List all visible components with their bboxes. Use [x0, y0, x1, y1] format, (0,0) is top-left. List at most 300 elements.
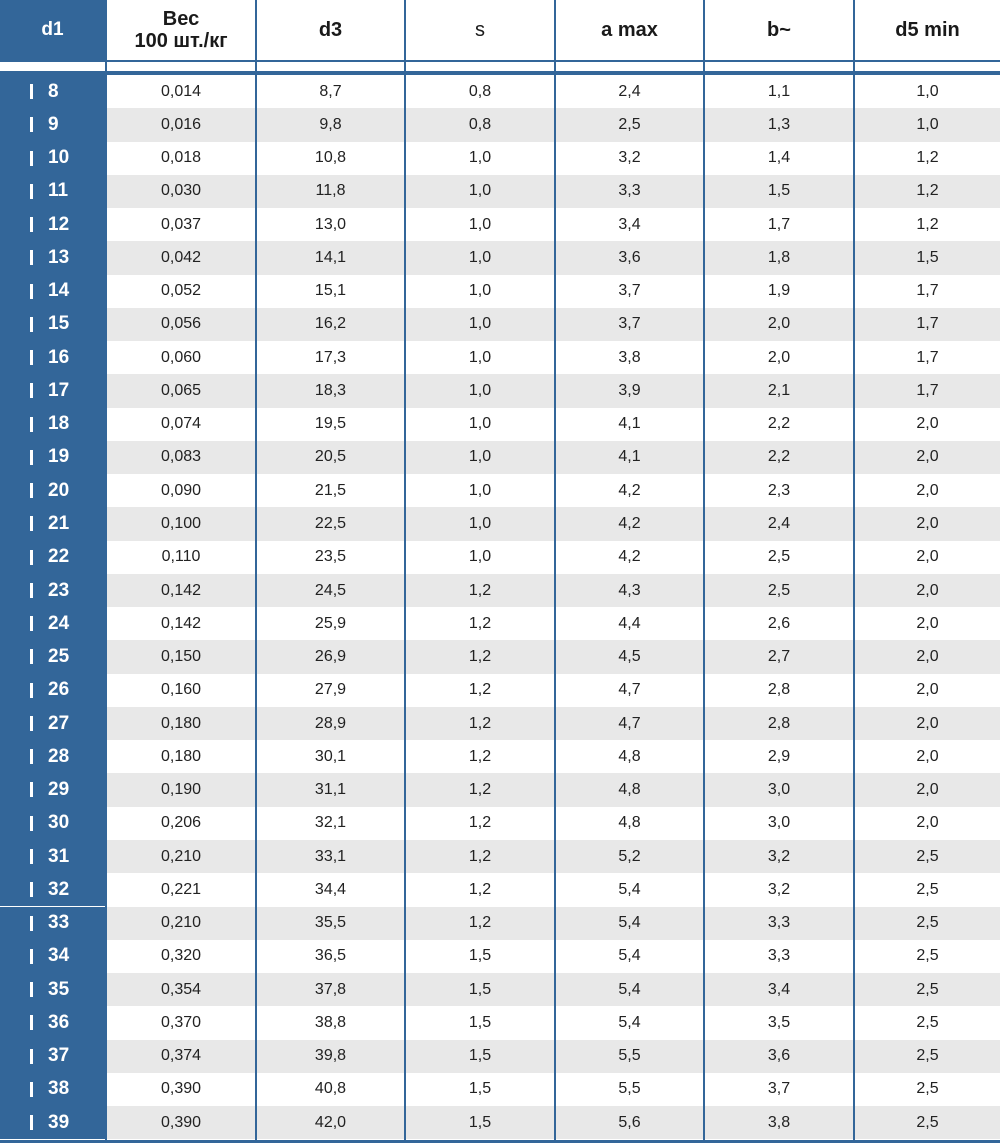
cell-d5-min: 1,7 [916, 381, 939, 399]
cell-d5-min: 2,0 [916, 581, 939, 599]
cell-d1 [0, 541, 105, 574]
cell-b: 3,0 [767, 781, 791, 799]
cell-b: 1,1 [767, 82, 791, 100]
table-row [0, 75, 1000, 108]
cell-weight: 0,110 [161, 548, 201, 566]
cell-b: 3,5 [767, 1013, 791, 1031]
cell-a-max: 4,7 [618, 681, 641, 699]
row-marker [30, 1082, 33, 1097]
cell-b: 3,3 [767, 914, 791, 932]
cell-d1-value: 31 [48, 845, 70, 867]
row-marker [30, 982, 33, 997]
row-marker [30, 184, 33, 199]
cell-d3: 36,5 [314, 947, 347, 965]
row-marker [30, 483, 33, 498]
table-row [0, 807, 1000, 840]
header-gap [0, 62, 1000, 71]
row-marker [30, 583, 33, 598]
cell-d1-value: 14 [48, 280, 70, 302]
cell-s: 1,0 [468, 548, 492, 566]
cell-d3: 30,1 [314, 747, 347, 765]
cell-weight: 0,221 [160, 880, 202, 898]
row-marker [30, 916, 33, 931]
cell-d5-min: 1,5 [916, 248, 939, 266]
row-marker [30, 949, 33, 964]
cell-s: 1,0 [468, 415, 492, 433]
cell-d5-min: 1,2 [916, 182, 939, 200]
cell-s: 1,0 [468, 515, 492, 532]
table-row [0, 1006, 1000, 1039]
cell-d1-value: 38 [48, 1078, 70, 1100]
cell-a-max: 3,3 [618, 182, 641, 200]
cell-b: 3,2 [767, 880, 791, 898]
cell-a-max: 3,2 [618, 149, 641, 167]
cell-a-max: 4,1 [618, 448, 641, 466]
header-d3: d3 [318, 19, 343, 41]
cell-weight: 0,016 [160, 115, 202, 133]
cell-d5-min: 2,0 [916, 548, 939, 566]
cell-d1-value: 11 [48, 180, 69, 202]
cell-b: 2,2 [767, 415, 791, 433]
cell-weight: 0,018 [160, 149, 202, 167]
cell-weight: 0,206 [160, 814, 202, 832]
cell-d5-min: 1,2 [916, 215, 939, 233]
cell-b: 2,0 [767, 348, 791, 366]
cell-a-max: 3,6 [618, 248, 641, 266]
header-weight [107, 0, 255, 60]
cell-weight: 0,142 [160, 581, 202, 599]
cell-weight: 0,142 [160, 614, 202, 632]
cell-b: 2,5 [767, 581, 791, 599]
cell-b: 1,4 [767, 149, 791, 167]
cell-b: 2,7 [767, 648, 791, 666]
cell-d3: 18,3 [314, 381, 347, 399]
header-s: s [475, 19, 485, 41]
table-row [0, 275, 1000, 308]
cell-d1 [0, 507, 105, 540]
cell-d3: 22,5 [314, 515, 347, 532]
cell-d5-min: 2,0 [916, 415, 939, 433]
cell-d3: 24,5 [314, 581, 347, 599]
cell-a-max: 4,7 [618, 714, 641, 732]
header-a-max: a max [601, 19, 658, 41]
cell-b: 1,7 [767, 215, 791, 233]
cell-d1-value: 9 [48, 113, 59, 135]
cell-d1 [0, 408, 105, 441]
row-marker [30, 317, 33, 332]
cell-d5-min: 1,7 [916, 315, 939, 333]
cell-b: 3,0 [767, 814, 791, 832]
column-divider [404, 0, 406, 1143]
cell-b: 2,6 [767, 614, 791, 632]
cell-s: 1,2 [468, 814, 492, 832]
cell-d3: 8,7 [319, 82, 342, 100]
row-marker [30, 383, 33, 398]
cell-a-max: 4,4 [618, 614, 641, 632]
cell-d5-min: 2,0 [916, 781, 939, 799]
table-row [0, 873, 1000, 906]
cell-d5-min: 2,5 [916, 880, 939, 898]
cell-d3: 39,8 [314, 1047, 347, 1065]
table-row [0, 1106, 1000, 1139]
cell-s: 1,5 [468, 1047, 492, 1065]
cell-a-max: 5,2 [618, 847, 641, 865]
cell-b: 1,9 [767, 282, 791, 300]
table-row [0, 341, 1000, 374]
cell-d1 [0, 807, 105, 840]
cell-d1 [0, 175, 105, 208]
table-row [0, 441, 1000, 474]
cell-d1 [0, 1040, 105, 1073]
cell-d5-min: 2,0 [916, 648, 939, 666]
cell-weight: 0,100 [160, 515, 202, 532]
cell-weight: 0,190 [160, 781, 202, 799]
cell-d1-value: 24 [48, 612, 70, 634]
cell-a-max: 5,5 [618, 1047, 641, 1065]
cell-d3: 33,1 [314, 847, 347, 865]
cell-a-max: 5,4 [618, 914, 641, 932]
cell-d1-value: 8 [48, 80, 59, 102]
cell-d1-value: 28 [48, 745, 70, 767]
cell-b: 3,2 [767, 847, 791, 865]
cell-s: 1,2 [468, 581, 492, 599]
cell-d1 [0, 374, 105, 407]
cell-d1-value: 13 [48, 246, 70, 268]
cell-d1 [0, 1073, 105, 1106]
table-row [0, 474, 1000, 507]
cell-a-max: 5,4 [618, 1013, 641, 1031]
cell-d3: 37,8 [314, 980, 347, 998]
cell-d3: 13,0 [314, 215, 347, 233]
cell-s: 1,2 [468, 781, 492, 799]
cell-a-max: 5,5 [618, 1080, 641, 1098]
cell-d1-value: 17 [48, 379, 70, 401]
row-marker [30, 250, 33, 265]
cell-d5-min: 2,5 [916, 980, 939, 998]
table-row [0, 507, 1000, 540]
cell-d1 [0, 474, 105, 507]
cell-d1-value: 27 [48, 712, 70, 734]
cell-d1-value: 26 [48, 679, 70, 701]
cell-d5-min: 2,0 [916, 448, 939, 466]
cell-s: 1,5 [468, 1080, 492, 1098]
cell-weight: 0,180 [160, 714, 202, 732]
cell-d5-min: 2,0 [916, 515, 939, 532]
cell-weight: 0,030 [160, 182, 202, 200]
cell-d5-min: 2,0 [916, 681, 939, 699]
table-row [0, 773, 1000, 806]
cell-d1-value: 29 [48, 779, 70, 801]
cell-b: 1,8 [767, 248, 791, 266]
row-marker [30, 84, 33, 99]
cell-d5-min: 2,5 [916, 1047, 939, 1065]
cell-weight: 0,160 [160, 681, 202, 699]
cell-d3: 42,0 [314, 1113, 347, 1131]
cell-d3: 23,5 [314, 548, 347, 566]
cell-s: 1,5 [468, 980, 492, 998]
cell-d1 [0, 441, 105, 474]
cell-d1 [0, 674, 105, 707]
cell-s: 1,2 [468, 714, 492, 732]
cell-d3: 11,8 [315, 182, 346, 200]
cell-a-max: 2,4 [618, 82, 641, 100]
row-marker [30, 849, 33, 864]
cell-a-max: 4,2 [618, 515, 641, 532]
row-marker [30, 816, 33, 831]
cell-d1 [0, 940, 105, 973]
cell-weight: 0,354 [160, 980, 202, 998]
cell-a-max: 5,4 [618, 980, 641, 998]
row-marker [30, 1049, 33, 1064]
cell-a-max: 2,5 [618, 115, 641, 133]
table-row [0, 940, 1000, 973]
cell-d1 [0, 275, 105, 308]
cell-d1 [0, 241, 105, 274]
row-marker [30, 649, 33, 664]
cell-s: 1,5 [468, 947, 492, 965]
cell-d1-value: 32 [48, 878, 70, 900]
cell-d1 [0, 740, 105, 773]
cell-d5-min: 1,7 [916, 348, 939, 366]
cell-d3: 28,9 [314, 714, 347, 732]
cell-a-max: 3,4 [618, 215, 641, 233]
column-divider [853, 0, 855, 1143]
column-divider [255, 0, 257, 1143]
cell-d3: 21,5 [314, 481, 347, 499]
header-d5-min: d5 min [895, 19, 960, 41]
cell-d1-value: 30 [48, 812, 70, 834]
cell-a-max: 4,3 [618, 581, 641, 599]
cell-d5-min: 2,5 [916, 847, 939, 865]
cell-b: 2,8 [767, 681, 791, 699]
cell-d5-min: 2,5 [916, 914, 939, 932]
cell-d3: 20,5 [314, 448, 347, 466]
cell-weight: 0,210 [160, 914, 202, 932]
cell-b: 3,4 [767, 980, 791, 998]
cell-d3: 9,8 [319, 115, 342, 133]
cell-s: 1,2 [468, 681, 492, 699]
cell-d5-min: 2,5 [916, 1013, 939, 1031]
row-marker [30, 882, 33, 897]
cell-s: 0,8 [468, 115, 492, 133]
row-marker [30, 417, 33, 432]
cell-weight: 0,374 [160, 1047, 202, 1065]
cell-s: 1,0 [468, 282, 492, 300]
cell-b: 3,3 [767, 947, 791, 965]
table-row [0, 208, 1000, 241]
cell-s: 1,0 [468, 315, 492, 333]
cell-b: 2,2 [767, 448, 791, 466]
cell-d1-value: 21 [48, 513, 70, 534]
header-weight-line2: 100 шт./кг [134, 30, 228, 52]
table-row [0, 108, 1000, 141]
row-marker [30, 1115, 33, 1130]
cell-d5-min: 1,0 [916, 115, 939, 133]
cell-d1-value: 36 [48, 1011, 70, 1033]
cell-d3: 26,9 [314, 648, 347, 666]
cell-d1 [0, 640, 105, 673]
cell-weight: 0,390 [160, 1080, 202, 1098]
cell-d1-value: 15 [48, 313, 70, 335]
cell-weight: 0,090 [160, 481, 202, 499]
cell-s: 1,2 [468, 614, 492, 632]
cell-a-max: 4,2 [618, 548, 641, 566]
table-row [0, 607, 1000, 640]
header-d1: d1 [0, 0, 105, 60]
header-weight-line1: Вес [162, 8, 200, 30]
row-marker [30, 683, 33, 698]
row-marker [30, 151, 33, 166]
cell-b: 2,8 [767, 714, 791, 732]
row-marker [30, 1015, 33, 1030]
cell-weight: 0,065 [160, 381, 202, 399]
table-row [0, 840, 1000, 873]
cell-s: 1,5 [468, 1013, 492, 1031]
row-marker [30, 516, 33, 531]
cell-weight: 0,060 [160, 348, 202, 366]
cell-d5-min: 2,5 [916, 1113, 939, 1131]
cell-d1-value: 20 [48, 479, 70, 501]
table-row [0, 640, 1000, 673]
cell-s: 1,2 [468, 880, 492, 898]
cell-d3: 19,5 [314, 415, 347, 433]
cell-b: 2,3 [767, 481, 791, 499]
cell-b: 1,3 [767, 115, 791, 133]
cell-d5-min: 2,0 [916, 714, 939, 732]
row-marker [30, 716, 33, 731]
cell-weight: 0,320 [160, 947, 202, 965]
cell-d1-value: 37 [48, 1045, 70, 1067]
cell-weight: 0,037 [160, 215, 202, 233]
cell-a-max: 3,7 [618, 315, 641, 333]
cell-weight: 0,083 [160, 448, 202, 466]
cell-d1 [0, 75, 105, 108]
cell-d1-value: 34 [48, 945, 70, 967]
cell-d1 [0, 1006, 105, 1039]
table-row [0, 175, 1000, 208]
cell-s: 1,5 [468, 1113, 492, 1131]
cell-d1-value: 18 [48, 413, 70, 435]
column-divider [105, 0, 107, 1143]
cell-d1 [0, 308, 105, 341]
cell-d3: 35,5 [314, 914, 347, 932]
cell-b: 2,4 [767, 515, 791, 532]
cell-b: 2,9 [767, 747, 791, 765]
table-row [0, 707, 1000, 740]
cell-a-max: 5,4 [618, 947, 641, 965]
cell-s: 1,0 [468, 248, 492, 266]
cell-d3: 17,3 [314, 348, 347, 366]
cell-d1-value: 19 [48, 446, 70, 468]
cell-a-max: 4,5 [618, 648, 641, 666]
cell-a-max: 3,7 [618, 282, 641, 300]
table-row [0, 973, 1000, 1006]
cell-d3: 14,1 [314, 248, 347, 266]
table-row [0, 142, 1000, 175]
cell-a-max: 4,1 [618, 415, 641, 433]
cell-d1-value: 33 [48, 912, 70, 934]
table-row [0, 1073, 1000, 1106]
cell-weight: 0,180 [160, 747, 202, 765]
cell-d1 [0, 907, 105, 940]
cell-s: 1,2 [468, 648, 492, 666]
row-marker [30, 782, 33, 797]
cell-d5-min: 2,0 [916, 747, 939, 765]
cell-a-max: 3,8 [618, 348, 641, 366]
cell-s: 1,2 [468, 747, 492, 765]
cell-d1 [0, 574, 105, 607]
cell-d1-value: 23 [48, 579, 70, 601]
cell-a-max: 3,9 [618, 381, 641, 399]
cell-b: 2,5 [767, 548, 791, 566]
cell-d5-min: 2,5 [916, 1080, 939, 1098]
row-marker [30, 117, 33, 132]
cell-b: 2,1 [767, 381, 791, 399]
cell-d3: 32,1 [314, 814, 347, 832]
cell-d1-value: 39 [48, 1111, 70, 1133]
column-divider [703, 0, 705, 1143]
cell-d3: 40,8 [314, 1080, 347, 1098]
cell-d3: 16,2 [314, 315, 347, 333]
row-marker [30, 450, 33, 465]
table-row [0, 674, 1000, 707]
cell-d1 [0, 973, 105, 1006]
cell-a-max: 5,6 [618, 1113, 641, 1131]
cell-b: 3,7 [767, 1080, 791, 1098]
cell-d3: 34,4 [314, 880, 347, 898]
cell-a-max: 4,8 [618, 814, 641, 832]
cell-d3: 25,9 [314, 614, 347, 632]
cell-d1 [0, 873, 105, 906]
cell-d1 [0, 707, 105, 740]
cell-weight: 0,390 [160, 1113, 202, 1131]
cell-weight: 0,052 [160, 282, 202, 300]
cell-d1 [0, 1106, 105, 1139]
cell-d5-min: 1,7 [916, 282, 939, 300]
cell-a-max: 4,2 [618, 481, 641, 499]
cell-d5-min: 2,0 [916, 614, 939, 632]
cell-d5-min: 1,2 [916, 149, 939, 167]
cell-a-max: 4,8 [618, 781, 641, 799]
cell-s: 1,0 [468, 149, 492, 167]
row-marker [30, 284, 33, 299]
column-divider [554, 0, 556, 1143]
cell-s: 1,2 [468, 847, 492, 865]
cell-weight: 0,056 [160, 315, 202, 333]
table-row [0, 541, 1000, 574]
cell-d3: 27,9 [314, 681, 347, 699]
cell-weight: 0,370 [160, 1013, 202, 1031]
cell-d1 [0, 142, 105, 175]
cell-d3: 15,1 [314, 282, 347, 300]
cell-s: 1,0 [468, 448, 492, 466]
table-row [0, 907, 1000, 940]
table-row [0, 374, 1000, 407]
cell-d3: 38,8 [314, 1013, 347, 1031]
cell-s: 1,0 [468, 348, 492, 366]
cell-a-max: 4,8 [618, 747, 641, 765]
header-b: b~ [767, 19, 791, 41]
cell-d1-value: 22 [48, 546, 70, 568]
cell-weight: 0,210 [160, 847, 202, 865]
table-row [0, 574, 1000, 607]
cell-d5-min: 1,0 [916, 82, 939, 100]
cell-b: 3,6 [767, 1047, 791, 1065]
table-header [0, 0, 1000, 60]
cell-s: 1,0 [468, 215, 492, 233]
cell-d3: 31,1 [314, 781, 347, 799]
cell-d1 [0, 607, 105, 640]
